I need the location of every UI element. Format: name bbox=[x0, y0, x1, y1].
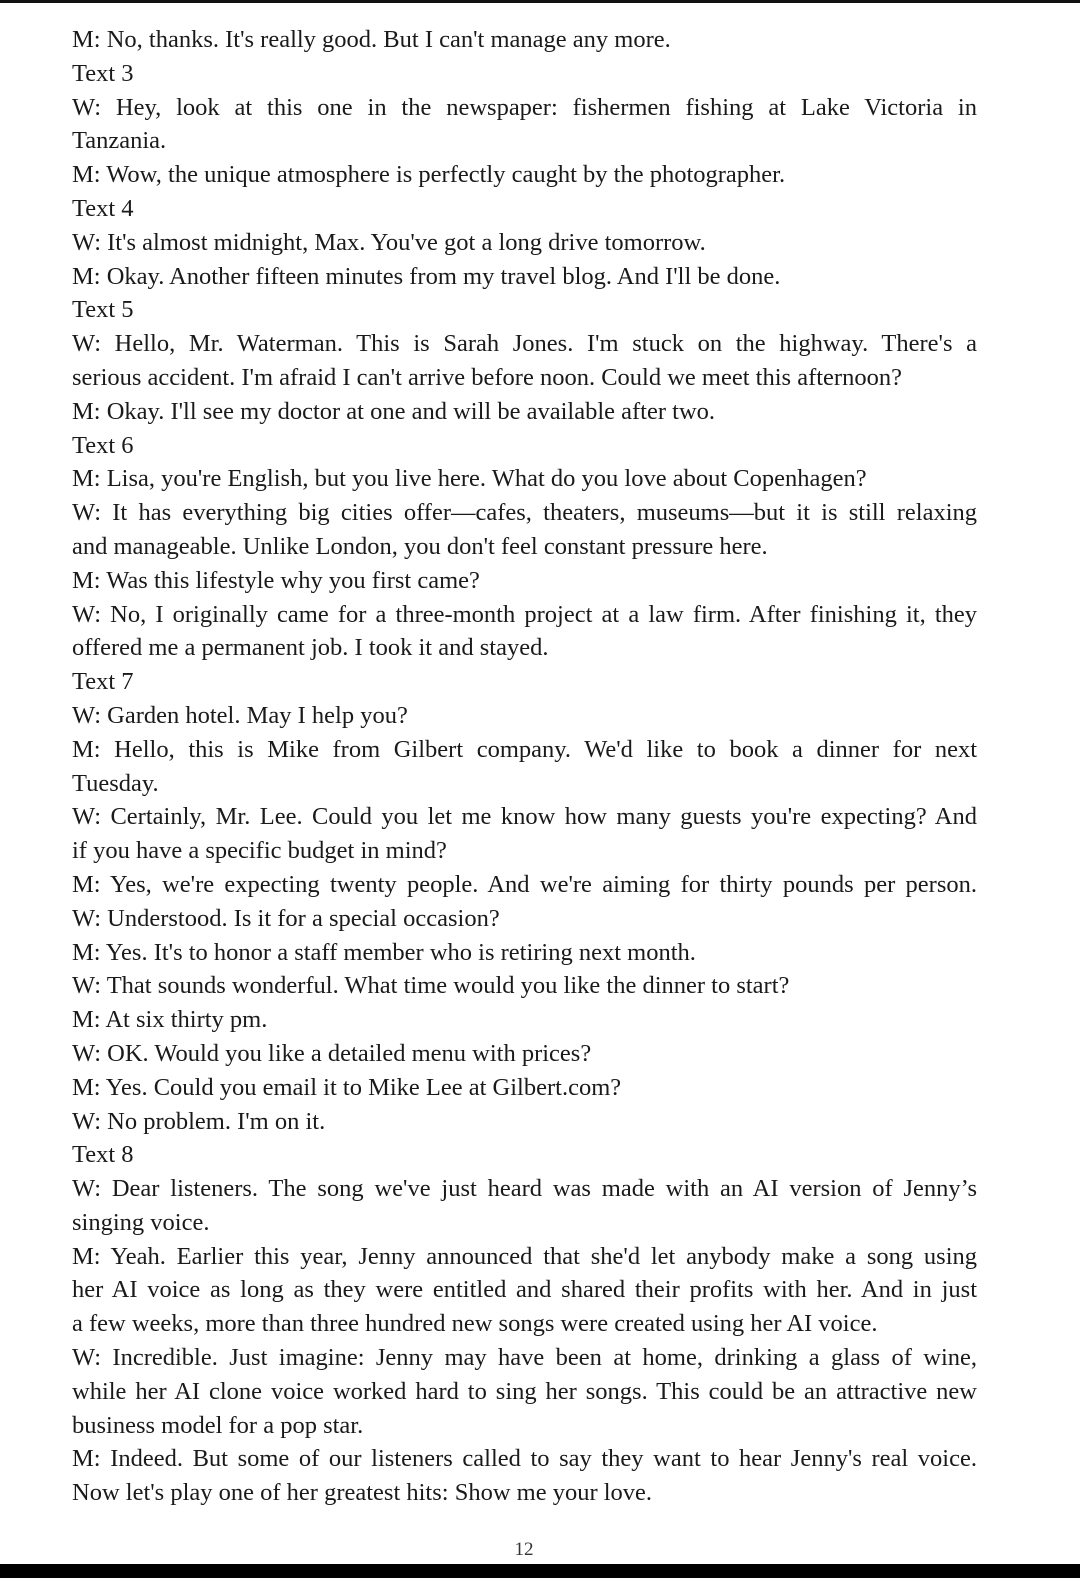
speaker-w-line: W: That sounds wonderful. What time would you like the dinner to start? bbox=[72, 972, 790, 1000]
speaker-m-line: M: Was this lifestyle why you first came? bbox=[72, 566, 480, 594]
speaker-m-line: M: Indeed. But some of our listeners called to say they want to hear Jenny's real voice. bbox=[72, 1445, 977, 1473]
speaker-m-line: M: Hello, this is Mike from Gilbert company. We'd like to book a dinner for next bbox=[72, 735, 977, 763]
speaker-m-line: M: At six thirty pm. bbox=[72, 1006, 268, 1034]
speaker-m-line: M: Okay. I'll see my doctor at one and will be available after two. bbox=[72, 397, 716, 425]
speaker-m-line: M: Yes. It's to honor a staff member who is retiring next month. bbox=[72, 938, 696, 966]
speaker-w-line: W: OK. Would you like a detailed menu with prices? bbox=[72, 1039, 592, 1067]
transcript-body bbox=[72, 23, 977, 1510]
transcript-line: and manageable. Unlike London, you don't feel constant pressure here. bbox=[72, 532, 768, 560]
bottom-border-bar bbox=[0, 1564, 1080, 1578]
speaker-w-line: W: Incredible. Just imagine: Jenny may have been at home, drinking a glass of wine, bbox=[72, 1344, 977, 1372]
page-number: 12 bbox=[514, 1539, 534, 1560]
speaker-w-line: W: Certainly, Mr. Lee. Could you let me know how many guests you're expecting? And bbox=[72, 803, 977, 831]
speaker-w-line: W: Garden hotel. May I help you? bbox=[72, 701, 408, 729]
transcript-line: Tanzania. bbox=[72, 127, 167, 155]
speaker-m-line: M: Yeah. Earlier this year, Jenny announced that she'd let anybody make a song using bbox=[72, 1242, 977, 1270]
transcript-line: Now let's play one of her greatest hits: Show me your love. bbox=[72, 1479, 653, 1507]
section-heading: Text 7 bbox=[72, 668, 134, 696]
speaker-w-line: W: It's almost midnight, Max. You've got a long drive tomorrow. bbox=[72, 228, 706, 256]
speaker-w-line: W: Dear listeners. The song we've just heard was made with an AI version of Jenny’s bbox=[72, 1175, 977, 1203]
transcript-line: Tuesday. bbox=[72, 769, 159, 797]
transcript-line: her AI voice as long as they were entitled and shared their profits with her. And in just bbox=[72, 1276, 977, 1304]
speaker-w-line: W: Hey, look at this one in the newspaper: fishermen fishing at Lake Victoria in bbox=[72, 93, 977, 121]
speaker-m-line: M: Lisa, you're English, but you live here. What do you love about Copenhagen? bbox=[72, 465, 867, 493]
speaker-w-line: W: Understood. Is it for a special occasion? bbox=[72, 904, 500, 932]
speaker-m-line: M: Yes, we're expecting twenty people. And we're aiming for thirty pounds per person. bbox=[72, 870, 977, 898]
speaker-m-line: M: No, thanks. It's really good. But I can't manage any more. bbox=[72, 26, 671, 53]
speaker-m-line: M: Okay. Another fifteen minutes from my travel blog. And I'll be done. bbox=[72, 262, 781, 290]
transcript-line: offered me a permanent job. I took it and stayed. bbox=[72, 634, 549, 662]
section-heading: Text 4 bbox=[72, 194, 134, 222]
transcript-line: if you have a specific budget in mind? bbox=[72, 837, 447, 865]
section-heading: Text 5 bbox=[72, 296, 134, 324]
transcript-line: a few weeks, more than three hundred new songs were created using her AI voice. bbox=[72, 1310, 878, 1338]
top-border-line bbox=[0, 0, 1080, 3]
transcript-line: business model for a pop star. bbox=[72, 1411, 364, 1439]
speaker-w-line: W: Hello, Mr. Waterman. This is Sarah Jones. I'm stuck on the highway. There's a bbox=[72, 330, 977, 358]
section-heading: Text 3 bbox=[72, 59, 134, 87]
section-heading: Text 8 bbox=[72, 1141, 134, 1169]
transcript-line: while her AI clone voice worked hard to sing her songs. This could be an attractive new bbox=[72, 1377, 977, 1405]
speaker-m-line: M: Wow, the unique atmosphere is perfectly caught by the photographer. bbox=[72, 161, 786, 189]
speaker-w-line: W: No, I originally came for a three-month project at a law firm. After finishing it, they bbox=[72, 600, 977, 628]
section-heading: Text 6 bbox=[72, 431, 134, 459]
speaker-w-line: W: It has everything big cities offer—cafes, theaters, museums—but it is still relaxing bbox=[72, 499, 977, 527]
transcript-line: singing voice. bbox=[72, 1208, 210, 1236]
speaker-w-line: W: No problem. I'm on it. bbox=[72, 1107, 326, 1135]
transcript-line: serious accident. I'm afraid I can't arrive before noon. Could we meet this afternoon? bbox=[72, 363, 902, 391]
speaker-m-line: M: Yes. Could you email it to Mike Lee at Gilbert.com? bbox=[72, 1073, 622, 1101]
